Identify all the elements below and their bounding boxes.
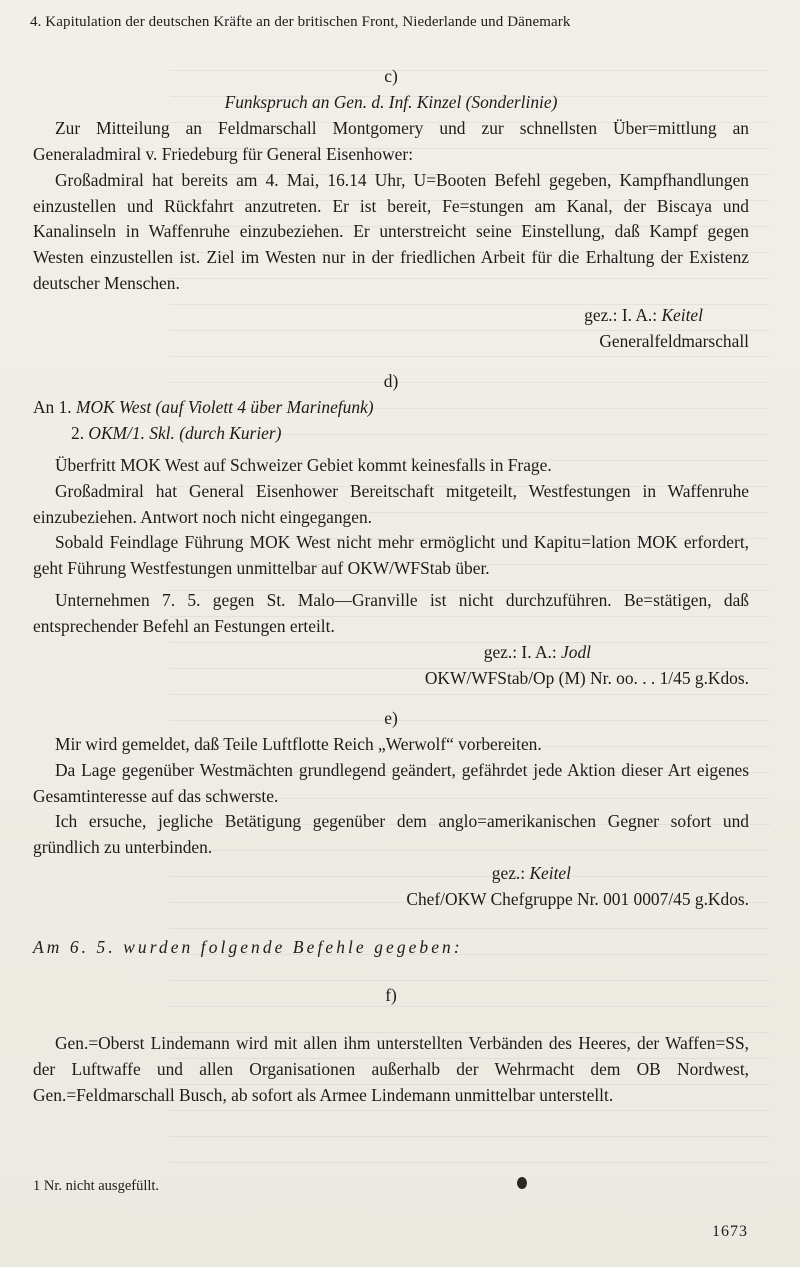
signature-name: Keitel — [661, 305, 703, 326]
section-d-reference: OKW/WFStab/Op (M) Nr. oo. . . 1/45 g.Kdos. — [424, 667, 749, 688]
page-number: 1673 — [712, 1223, 748, 1240]
section-e-paragraph-2: Da Lage gegenüber Westmächten grundlegend geändert, gefährdet jede Aktion dieser Art eigenes Gesamtinteresse auf das schwerste. — [33, 759, 749, 806]
ink-dot — [517, 1177, 527, 1189]
section-d-paragraph-3: Sobald Feindlage Führung MOK West nicht mehr ermöglicht und Kapitu=lation MOK erfordert, geht Führung Westfestungen unmittelbar auf OKW/WFStab über. — [33, 532, 749, 579]
signature-prefix: gez.: I. A.: — [584, 305, 662, 326]
section-d-recipient-2: 2. OKM/1. Skl. (durch Kurier) — [71, 422, 282, 443]
section-e-paragraph-3: Ich ersuche, jegliche Betätigung gegenüber dem anglo=amerikanischen Gegner sofort und gründlich zu unterbinden. — [33, 811, 749, 858]
section-c-signature-title: Generalfeldmarschall — [599, 331, 749, 352]
section-c-paragraph-2: Großadmiral hat bereits am 4. Mai, 16.14 Uhr, U=Booten Befehl gegeben, Kampfhandlungen einzustellen und Rückfahrt anzutreten. Er ist bereit, Fe=stungen am Kanal, der Biscaya und Kanalinseln in Waffenruhe einzubeziehen. Er unterstreicht seine Einstellung, daß Kampf gegen Westen einzustellen ist. Ziel im Westen nur in der friedlichen Arbeit für die Erhaltung der Existenz deutscher Menschen. — [33, 169, 749, 294]
section-e-paragraph-1: Mir wird gemeldet, daß Teile Luftflotte Reich „Werwolf“ vorbereiten. — [55, 733, 542, 754]
section-f-intro: Am 6. 5. wurden folgende Befehle gegeben: — [33, 937, 463, 958]
section-d-paragraph-2: Großadmiral hat General Eisenhower Bereitschaft mitgeteilt, Westfestungen in Waffenruhe einzubeziehen. Antwort noch nicht eingegangen. — [33, 480, 749, 527]
document-body — [33, 64, 749, 1109]
section-f-label: f) — [385, 985, 397, 1005]
running-header: 4. Kapitulation der deutschen Kräfte an der britischen Front, Niederlande und Dänemark — [30, 14, 571, 30]
section-d-paragraph-1: Überfritt MOK West auf Schweizer Gebiet kommt keinesfalls in Frage. — [55, 454, 552, 475]
section-d-paragraph-4: Unternehmen 7. 5. gegen St. Malo—Granville ist nicht durchzuführen. Be=stätigen, daß entsprechender Befehl an Festungen erteilt. — [33, 590, 749, 637]
section-c-title: Funkspruch an Gen. d. Inf. Kinzel (Sonderlinie) — [224, 91, 558, 112]
section-c-signature — [33, 303, 749, 329]
section-c-label: c) — [384, 66, 398, 86]
section-d-signature: gez.: I. A.: Jodl — [483, 642, 591, 663]
section-d-label: d) — [383, 370, 399, 391]
section-e-signature: gez.: Keitel — [491, 863, 571, 884]
section-e-reference: Chef/OKW Chefgruppe Nr. 001 0007/45 g.Kdos. — [406, 889, 749, 910]
section-c-paragraph-1: Zur Mitteilung an Feldmarschall Montgomery und zur schnellsten Über=mittlung an Generaladmiral v. Friedeburg für General Eisenhower: — [33, 117, 749, 164]
section-e-label: e) — [384, 707, 398, 728]
section-f-paragraph-1: Gen.=Oberst Lindemann wird mit allen ihm unterstellten Verbänden des Heeres, der Waffen=SS, der Luftwaffe und allen Organisationen außerhalb der Wehrmacht dem OB Nordwest, Gen.=Feldmarschall Busch, ab sofort als Armee Lindemann unmittelbar unterstellt. — [33, 1032, 749, 1105]
section-d-recipient-1: An 1. MOK West (auf Violett 4 über Marinefunk) — [33, 396, 374, 417]
footnote: 1 Nr. nicht ausgefüllt. — [33, 1178, 160, 1194]
